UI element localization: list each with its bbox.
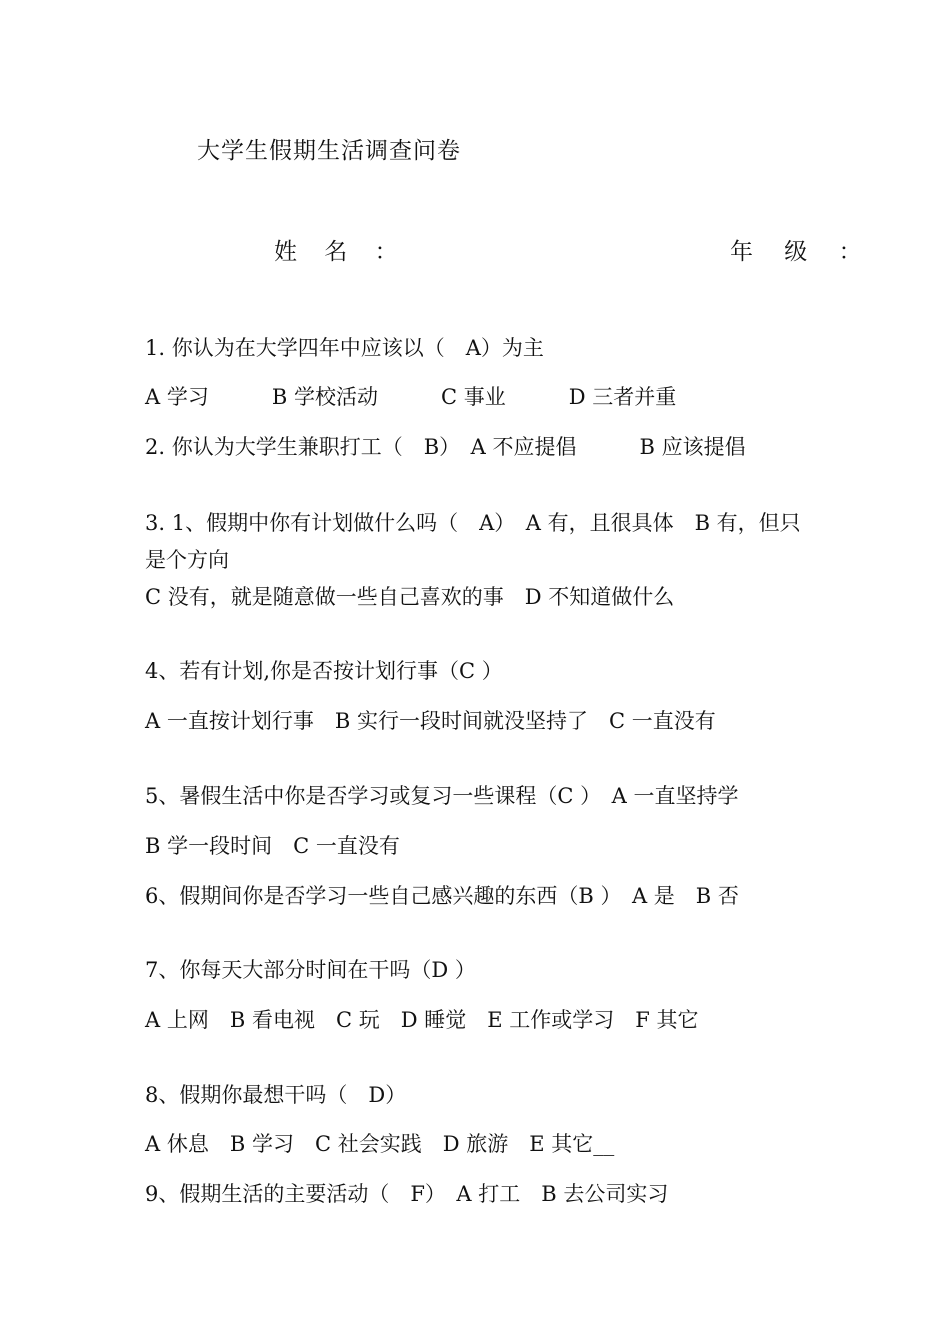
question-5-options: B 学一段时间 C 一直没有 bbox=[145, 834, 400, 858]
question-9: 9、假期生活的主要活动（ F） A 打工 B 去公司实习 bbox=[145, 1182, 669, 1206]
question-1-options: A 学习 B 学校活动 C 事业 D 三者并重 bbox=[145, 385, 677, 409]
question-3-options: C 没有，就是随意做一些自己喜欢的事 D 不知道做什么 bbox=[145, 585, 675, 609]
question-6: 6、假期间你是否学习一些自己感兴趣的东西（B ） A 是 B 否 bbox=[145, 884, 739, 908]
question-8: 8、假期你最想干吗（ D） bbox=[145, 1083, 407, 1107]
question-8-options: A 休息 B 学习 C 社会实践 D 旅游 E 其它__ bbox=[145, 1132, 615, 1156]
question-1: 1. 你认为在大学四年中应该以（ A）为主 bbox=[145, 336, 544, 360]
question-4: 4、若有计划,你是否按计划行事（C ） bbox=[145, 659, 503, 683]
grade-field-label: 年 级 ： bbox=[730, 239, 874, 265]
survey-title: 大学生假期生活调查问卷 bbox=[197, 138, 461, 164]
name-field-label: 姓 名 ： bbox=[274, 239, 408, 265]
question-7-options: A 上网 B 看电视 C 玩 D 睡觉 E 工作或学习 F 其它 bbox=[145, 1008, 699, 1032]
question-3: 3. 1、假期中你有计划做什么吗（ A） A 有，且很具体 B 有，但只是个方向 bbox=[145, 511, 801, 572]
question-7: 7、你每天大部分时间在干吗（D ） bbox=[145, 958, 476, 982]
question-4-options: A 一直按计划行事 B 实行一段时间就没坚持了 C 一直没有 bbox=[145, 709, 716, 733]
question-5: 5、暑假生活中你是否学习或复习一些课程（C ） A 一直坚持学 bbox=[145, 784, 739, 808]
question-2: 2. 你认为大学生兼职打工（ B） A 不应提倡 B 应该提倡 bbox=[145, 435, 746, 459]
